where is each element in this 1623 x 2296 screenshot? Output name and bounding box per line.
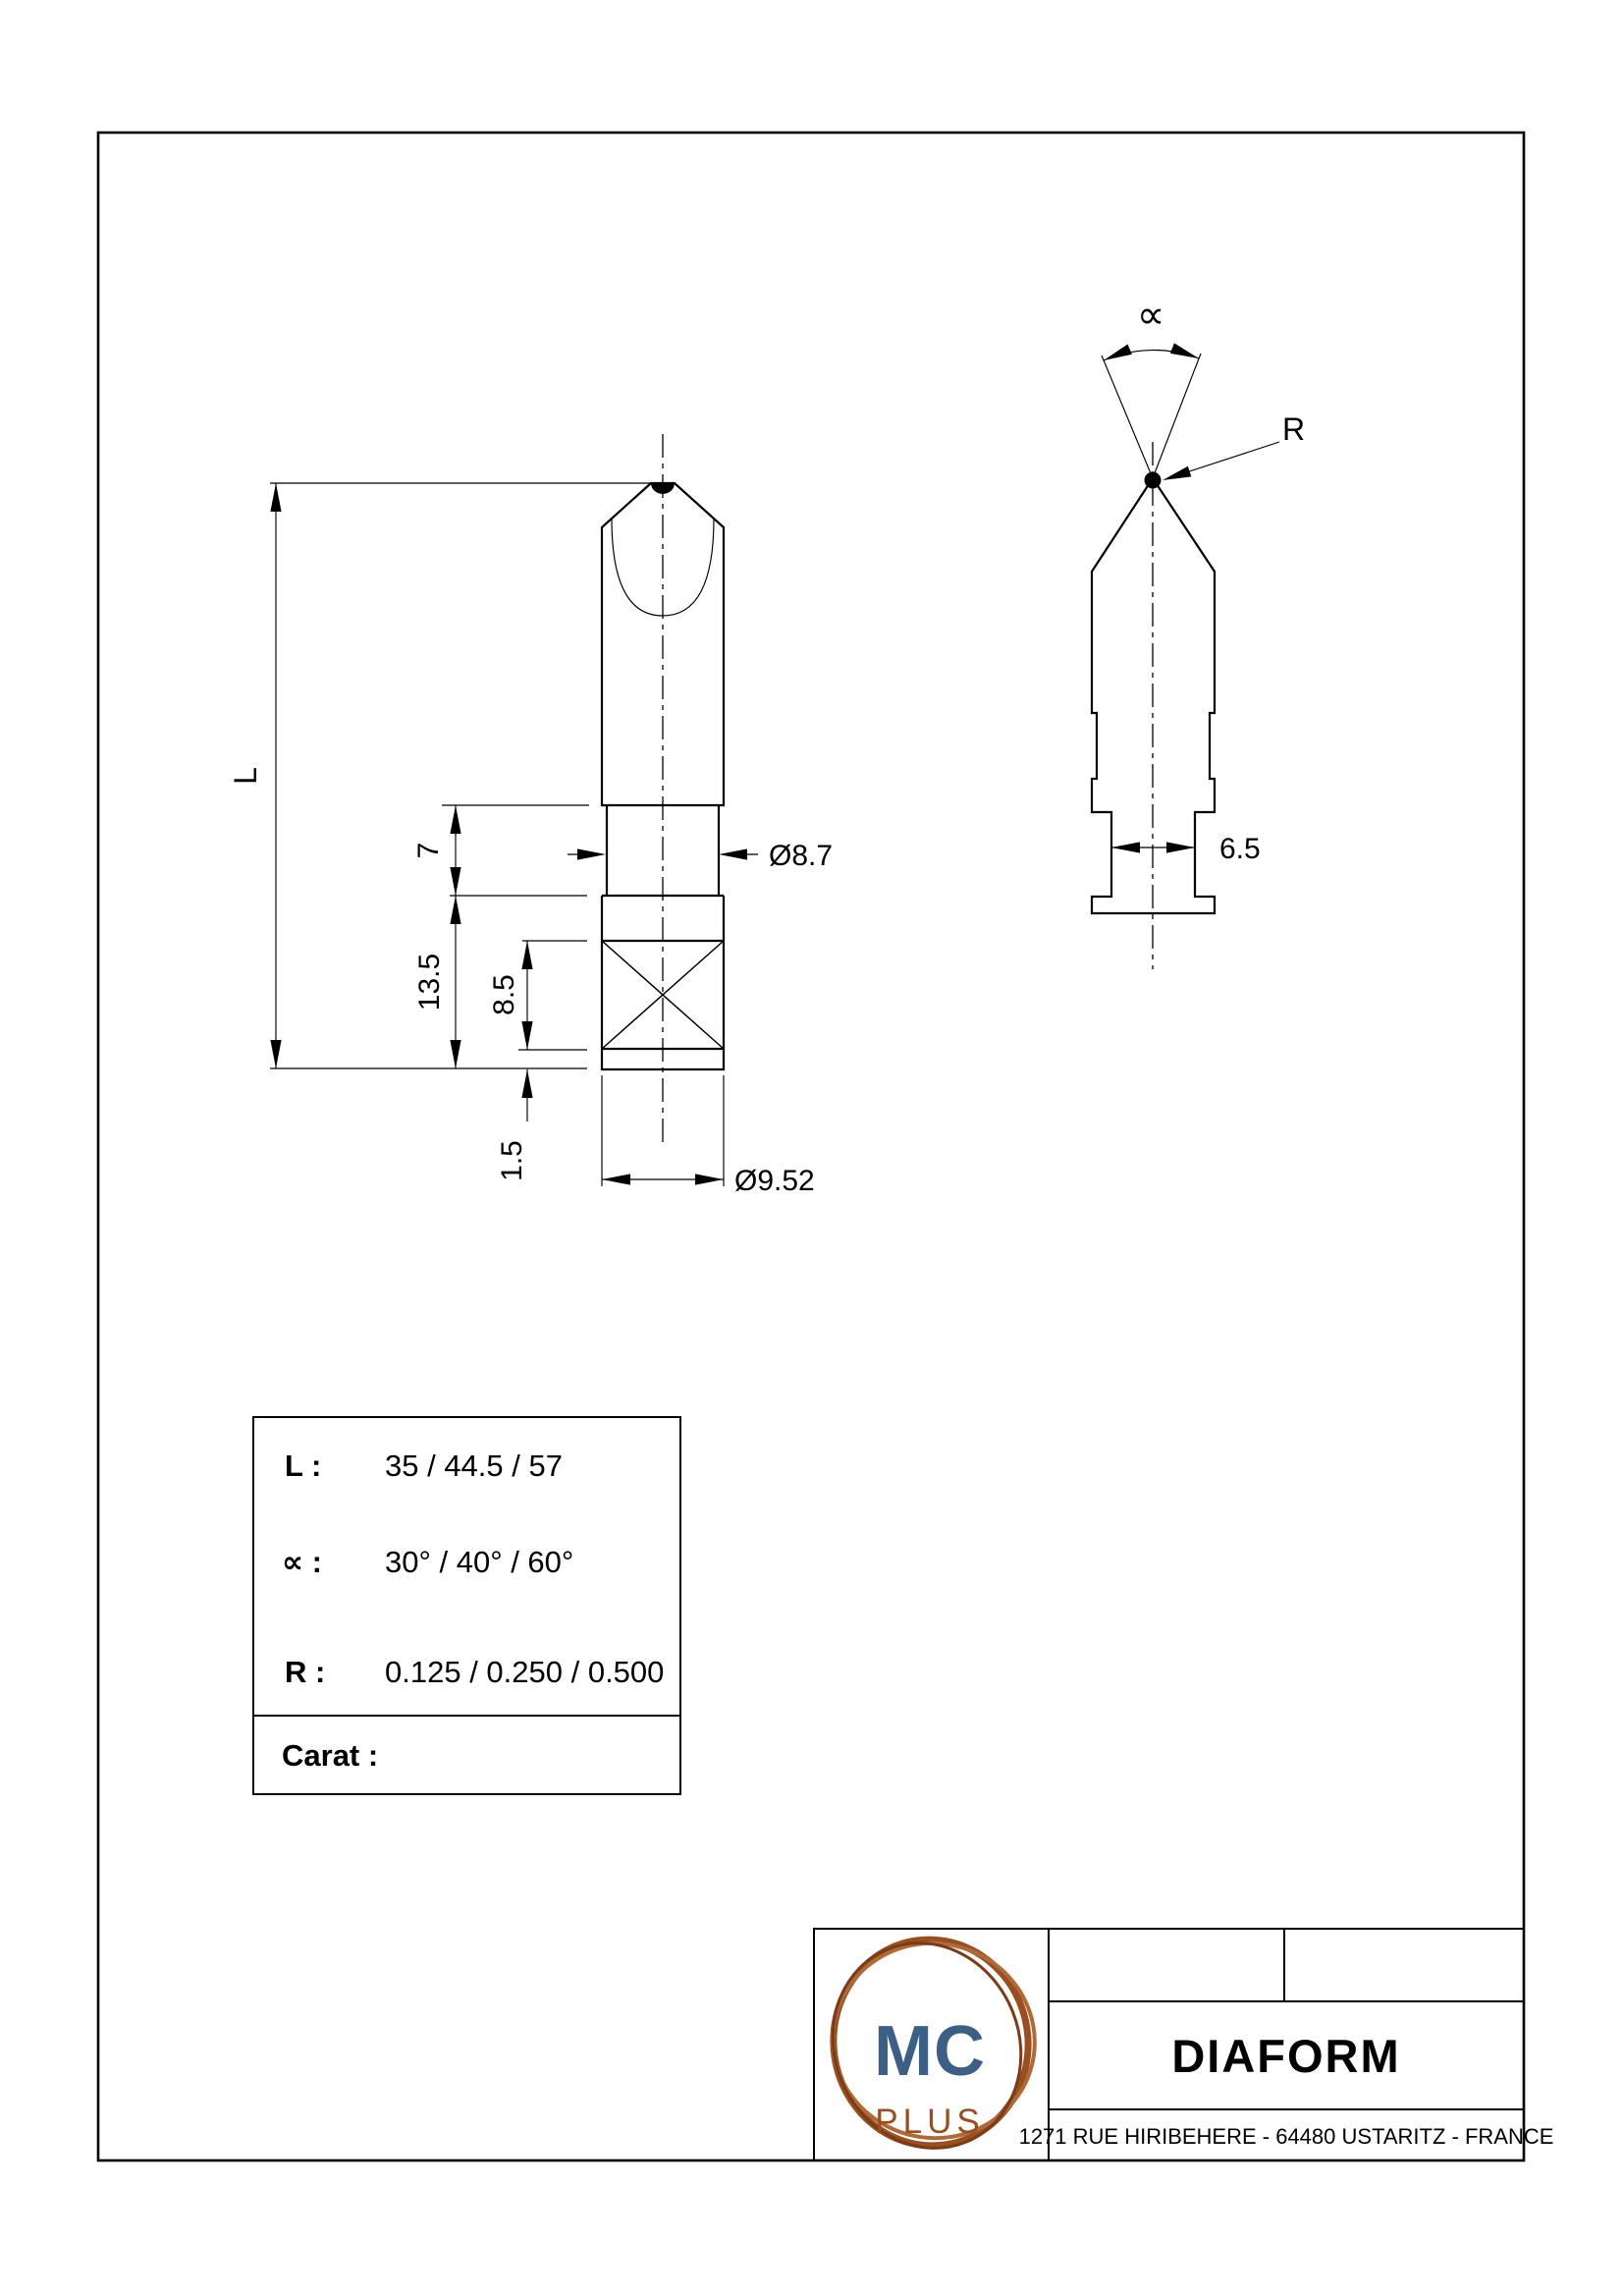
title-block [802, 1915, 1553, 2177]
table-row [285, 1449, 563, 1483]
dim-overall-length: L [228, 767, 263, 785]
braze-cross [602, 941, 724, 1049]
row-value-L: 35 / 44.5 / 57 [385, 1449, 563, 1483]
drawing-border [98, 133, 1524, 2160]
parameter-table [253, 1417, 680, 1794]
dim-braze-length: 8.5 [488, 974, 520, 1015]
diamond-tip-side [1145, 472, 1162, 489]
row-value-R: 0.125 / 0.250 / 0.500 [385, 1655, 665, 1689]
dim-tip-radius: R [1282, 411, 1306, 447]
dim-flat-width: 6.5 [1219, 833, 1261, 865]
dim-shank-diameter: Ø9.52 [734, 1165, 815, 1197]
table-row [282, 1738, 378, 1773]
mc-plus-logo [802, 1915, 1053, 2177]
company-address: 1271 RUE HIRIBEHERE - 64480 USTARITZ - FRANCE [1018, 2124, 1554, 2149]
ext-lines-7-135 [442, 805, 589, 896]
table-row [282, 1545, 573, 1579]
row-label-carat: Carat : [282, 1738, 379, 1773]
angle-flank-lines [1102, 354, 1201, 478]
row-value-alpha: 30° / 40° / 60° [385, 1545, 574, 1579]
dim-lower-length: 13.5 [413, 953, 446, 1011]
diamond-tip-front [651, 483, 675, 494]
row-label-L: L : [285, 1449, 322, 1483]
front-view [602, 434, 724, 1146]
front-dimensions [228, 483, 833, 1197]
ext-lines-L [270, 483, 650, 1068]
row-label-alpha: ∝ : [282, 1545, 323, 1579]
logo-text-plus: PLUS [875, 2103, 985, 2141]
dim-base-length: 1.5 [496, 1140, 528, 1181]
dim-tip-angle: ∝ [1136, 294, 1165, 337]
logo-text-mc: MC [874, 2012, 986, 2091]
row-label-R: R : [285, 1655, 326, 1689]
side-view [1092, 294, 1305, 969]
table-row [285, 1655, 664, 1689]
dim-neck-diameter: Ø8.7 [769, 840, 834, 872]
product-title: DIAFORM [1171, 2030, 1401, 2082]
dim-neck-length: 7 [412, 842, 445, 859]
